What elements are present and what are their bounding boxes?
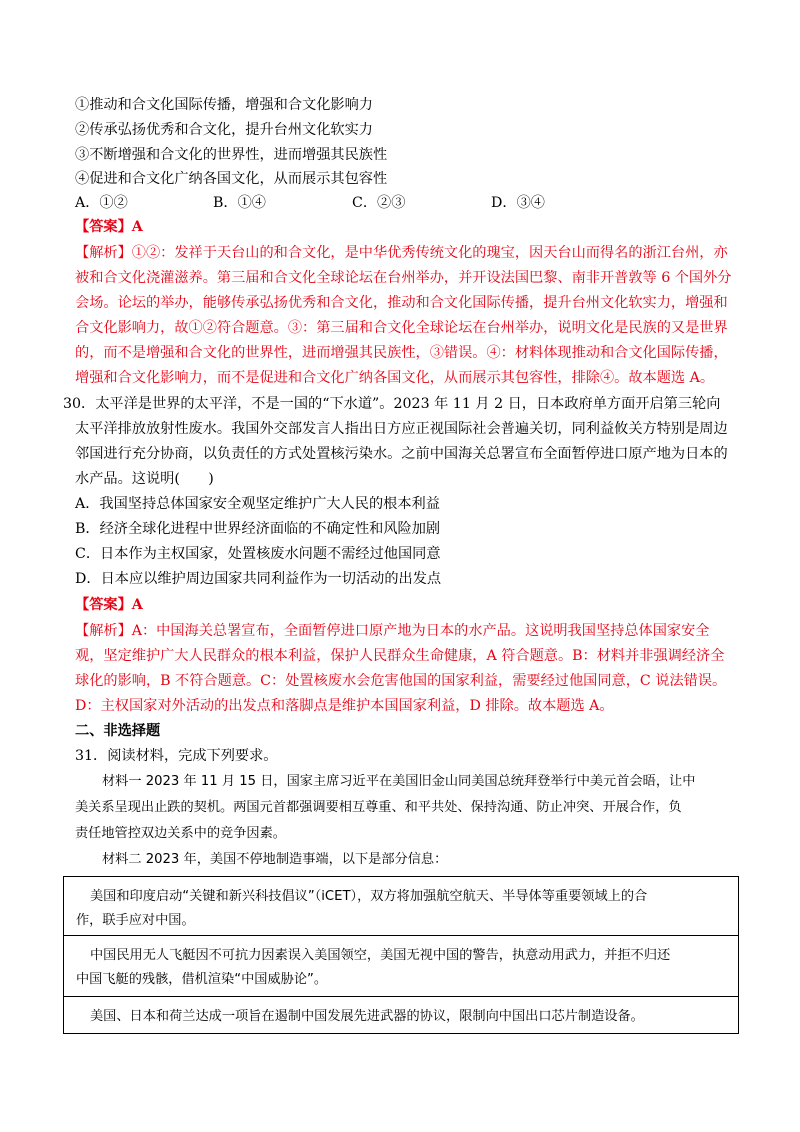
q30-analysis-line-1: 【解析】A：中国海关总署宣布，全面暂停进口原产地为日本的水产品。这说明我国坚持总体国家安全 bbox=[75, 623, 710, 639]
q30-option-d: D．日本应以维护周边国家共同利益作为一切活动的出发点 bbox=[75, 571, 442, 587]
q29-item-4: ④促进和合文化广纳各国文化，从而展示其包容性 bbox=[75, 171, 388, 187]
table-row bbox=[64, 877, 738, 936]
q29-option-b: B．①④ bbox=[213, 195, 266, 211]
q29-option-c: C．②③ bbox=[352, 195, 406, 211]
q30-stem-line-1: 30．太平洋是世界的太平洋，不是一国的“下水道”。2023 年 11 月 2 日，日本政府单方面开启第三轮向 bbox=[63, 396, 721, 412]
q30-option-a: A．我国坚持总体国家安全观坚定维护广大人民的根本利益 bbox=[75, 496, 440, 512]
q31-stem: 31．阅读材料，完成下列要求。 bbox=[75, 748, 278, 764]
q31-material1-line-2: 美关系呈现出止跌的契机。两国元首都强调要相互尊重、和平共处、保持沟通、防止冲突、开展合作，负 bbox=[75, 800, 682, 815]
q30-analysis-line-2: 观，坚定维护广大人民群众的根本利益，保护人民群众生命健康，A 符合题意。B：材料并非强调经济全 bbox=[75, 648, 725, 664]
table-row bbox=[64, 997, 738, 1032]
q30-answer: 【答案】A bbox=[75, 597, 143, 613]
q31-material1-line-3: 责任地管控双边关系中的竞争因素。 bbox=[75, 826, 286, 841]
q29-analysis-line-1: 【解析】①②：发祥于天台山的和合文化，是中华优秀传统文化的瑰宝，因天台山而得名的浙江台州，亦 bbox=[75, 245, 728, 261]
q29-analysis-line-4: 合文化影响力，故①②符合题意。③：第三届和合文化全球论坛在台州举办，说明文化是民族的又是世界 bbox=[75, 320, 728, 336]
q29-item-2: ②传承弘扬优秀和合文化，提升台州文化软实力 bbox=[75, 122, 373, 138]
table-row bbox=[64, 936, 738, 997]
q30-option-b: B．经济全球化进程中世界经济面临的不确定性和风险加剧 bbox=[75, 521, 441, 537]
table-row-text: 作，联手应对中国。 bbox=[76, 913, 195, 928]
q31-material1-line-1: 材料一 2023 年 11 月 15 日，国家主席习近平在美国旧金山同美国总统拜登举行中美元首会晤，让中 bbox=[102, 774, 696, 789]
q30-analysis-line-4: D：主权国家对外活动的出发点和落脚点是维护本国国家利益，D 排除。故本题选 A。 bbox=[75, 698, 614, 714]
q29-item-3: ③不断增强和合文化的世界性，进而增强其民族性 bbox=[75, 147, 388, 163]
q30-option-c: C．日本作为主权国家，处置核废水问题不需经过他国同意 bbox=[75, 546, 441, 562]
table-row-text: 美国、日本和荷兰达成一项旨在遏制中国发展先进武器的协议，限制向中国出口芯片制造设备。 bbox=[90, 1009, 644, 1024]
material-table bbox=[63, 876, 739, 1034]
q31-material2-intro: 材料二 2023 年，美国不停地制造事端，以下是部分信息： bbox=[102, 852, 448, 867]
table-row-text: 美国和印度启动“关键和新兴科技倡议”（iCET），双方将加强航空航天、半导体等重要领域上的合 bbox=[90, 889, 648, 904]
q30-stem-line-4: 水产品。这说明( ) bbox=[75, 471, 214, 487]
q29-analysis-line-2: 被和合文化浇灌滋养。第三届和合文化全球论坛在台州举办，并开设法国巴黎、南非开普敦等 6 个国外分 bbox=[75, 270, 732, 286]
q29-option-d: D．③④ bbox=[491, 195, 545, 211]
q30-analysis-line-3: 球化的影响，B 不符合题意。C：处置核废水会危害他国的国家利益，需要经过他国同意，C 说法错误。 bbox=[75, 673, 727, 689]
section-title: 二、非选择题 bbox=[75, 723, 161, 739]
q29-answer: 【答案】A bbox=[75, 219, 143, 235]
q29-analysis-line-6: 增强和合文化影响力，而不是促进和合文化广纳各国文化，从而展示其包容性，排除④。故本题选 A。 bbox=[75, 370, 715, 386]
q29-analysis-line-5: 的，而不是增强和合文化的世界性，进而增强其民族性，③错误。④：材料体现推动和合文化国际传播， bbox=[75, 345, 728, 361]
q29-analysis-line-3: 会场。论坛的举办，能够传承弘扬优秀和合文化，推动和合文化国际传播，提升台州文化软实力，增强和 bbox=[75, 295, 728, 311]
q29-option-a: A．①② bbox=[75, 195, 128, 211]
q30-stem-line-2: 太平洋排放放射性废水。我国外交部发言人指出日方应正视国际社会普遍关切，同利益攸关方特别是周边 bbox=[75, 421, 728, 437]
q30-stem-line-3: 邻国进行充分协商，以负责任的方式处置核污染水。之前中国海关总署宣布全面暂停进口原产地为日本的 bbox=[75, 446, 728, 462]
table-row-text: 中国飞艇的残骸，借机渲染“中国威胁论”。 bbox=[76, 972, 328, 987]
table-row-text: 中国民用无人飞艇因不可抗力因素误入美国领空，美国无视中国的警告，执意动用武力，并拒不归还 bbox=[90, 948, 671, 963]
q29-item-1: ①推动和合文化国际传播，增强和合文化影响力 bbox=[75, 97, 373, 113]
